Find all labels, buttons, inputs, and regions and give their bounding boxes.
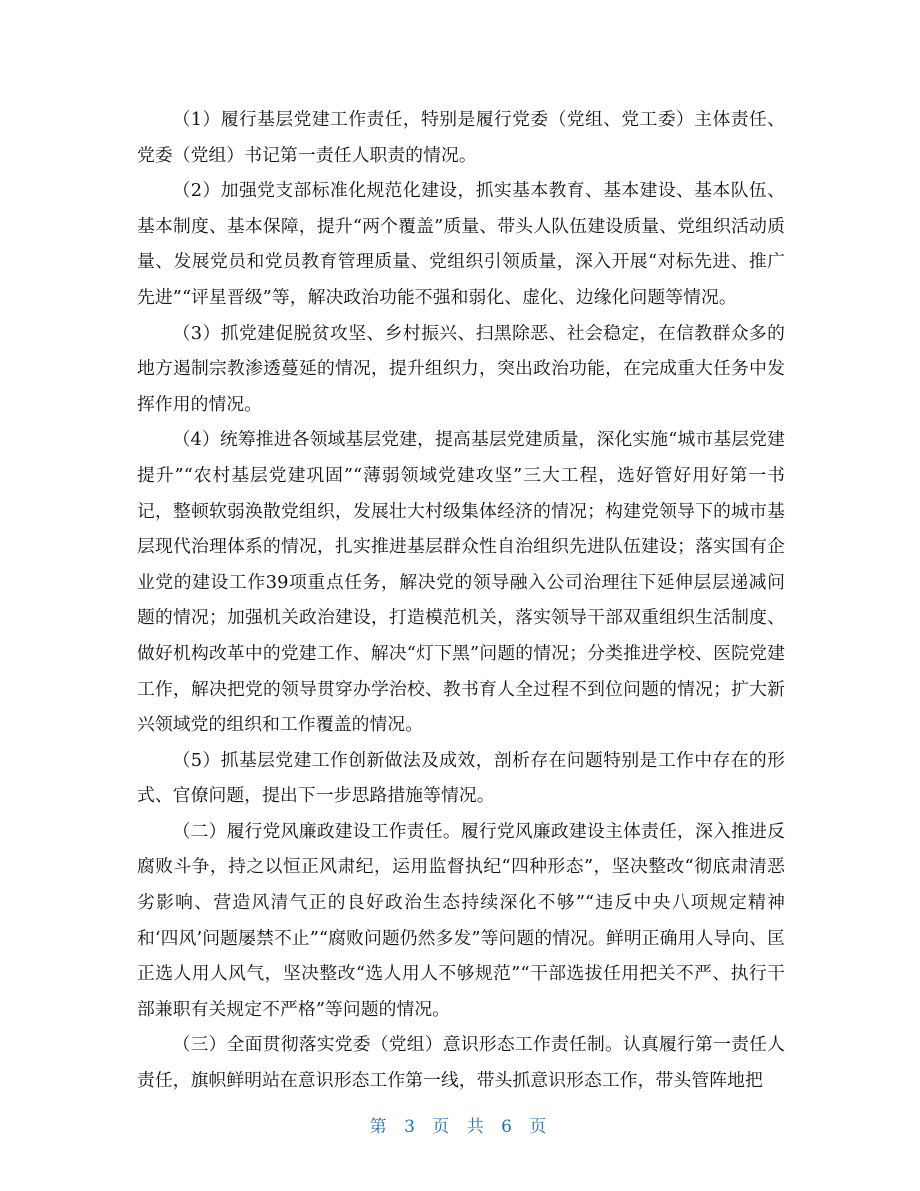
paragraph-4: （4）统筹推进各领域基层党建，提高基层党建质量，深化实施“城市基层党建提升”“农村基层党建巩固”“薄弱领域党建攻坚”三大工程，选好管好用好第一书记，整顿软弱涣散党组织，发展壮大村级集体经济的情况；构建党领导下的城市基层现代治理体系的情况，扎实推进基层群众性自治组织先进队伍建设；落实国有企业党的建设工作39项重点任务，解决党的领导融入公司治理往下延伸层层递减问题的情况；加强机关政治建设，打造模范机关，落实领导干部双重组织生活制度、做好机构改革中的党建工作、解决“灯下黑”问题的情况；分类推进学校、医院党建工作，解决把党的领导贯穿办学治校、教书育人全过程不到位问题的情况；扩大新兴领域党的组织和工作覆盖的情况。: [137, 429, 785, 736]
page-footer: [0, 1112, 920, 1137]
footer-prefix: 第: [369, 1117, 391, 1137]
paragraph-7: （三）全面贯彻落实党委（党组）意识形态工作责任制。认真履行第一责任人责任，旗帜鲜明站在意识形态工作第一线，带头抓意识形态工作，带头管阵地把: [137, 1034, 785, 1092]
document-body: [137, 102, 785, 1099]
paragraph-1: （1）履行基层党建工作责任，特别是履行党委（党组、党工委）主体责任、党委（党组）书记第一责任人职责的情况。: [137, 109, 785, 166]
paragraph-6: （二）履行党风廉政建设工作责任。履行党风廉政建设主体责任，深入推进反腐败斗争，持之以恒正风肃纪，运用监督执纪“四种形态”，坚决整改“彻底肃清恶劣影响、营造风清气正的良好政治生态持续深化不够”“违反中央八项规定精神和‘四风’问题屡禁不止”“腐败问题仍然多发”等问题的情况。鲜明正确用人导向、匡正选人用人风气，坚决整改“选人用人不够规范”“干部选拔任用把关不严、执行干部兼职有关规定不严格”等问题的情况。: [137, 820, 785, 1020]
footer-page-word: 页: [432, 1117, 454, 1137]
paragraph-2: （2）加强党支部标准化规范化建设，抓实基本教育、基本建设、基本队伍、基本制度、基本保障，提升“两个覆盖”质量、带头人队伍建设质量、党组织活动质量、发展党员和党员教育管理质量、党组织引领质量，深入开展“对标先进、推广先进”“评星晋级”等，解决政治功能不强和弱化、虚化、边缘化问题等情况。: [137, 180, 785, 308]
footer-total-word: 共: [466, 1117, 488, 1137]
footer-suffix: 页: [529, 1117, 551, 1137]
footer-current-page: 3: [404, 1117, 419, 1137]
paragraph-3: （3）抓党建促脱贫攻坚、乡村振兴、扫黑除恶、社会稳定，在信教群众多的地方遏制宗教渗透蔓延的情况，提升组织力，突出政治功能，在完成重大任务中发挥作用的情况。: [137, 322, 785, 415]
footer-total-pages: 6: [501, 1117, 516, 1137]
paragraph-5: （5）抓基层党建工作创新做法及成效，剖析存在问题特别是工作中存在的形式、官僚问题，提出下一步思路措施等情况。: [137, 749, 785, 807]
